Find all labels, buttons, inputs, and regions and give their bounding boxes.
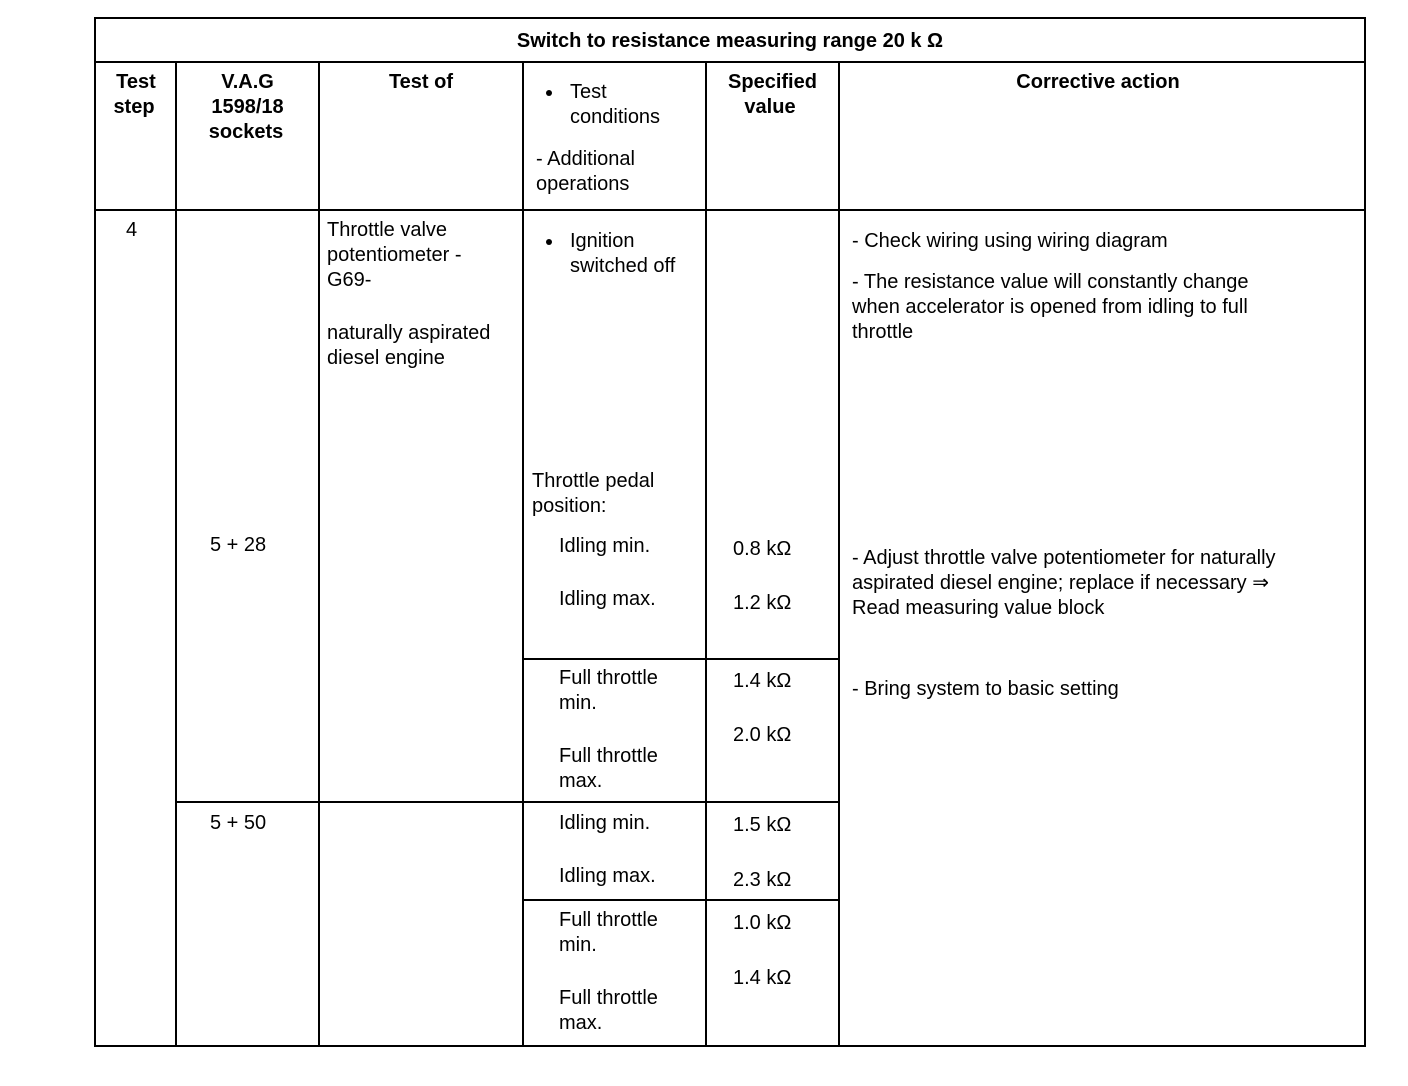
header-corrective-action: Corrective action: [1016, 71, 1180, 93]
test-step-number: 4: [126, 219, 138, 241]
table-title: Switch to resistance measuring range 20 k Ω: [516, 30, 944, 52]
header-test-of: Test of: [388, 71, 454, 93]
bullet-icon: [546, 90, 552, 96]
sockets-5-50: 5 + 50: [210, 812, 267, 834]
bullet-icon: [546, 239, 552, 245]
corrective-basic-setting: - Bring system to basic setting: [852, 678, 1119, 700]
sockets-5-28: 5 + 28: [210, 534, 267, 556]
corrective-check-wiring: - Check wiring using wiring diagram: [852, 230, 1168, 252]
